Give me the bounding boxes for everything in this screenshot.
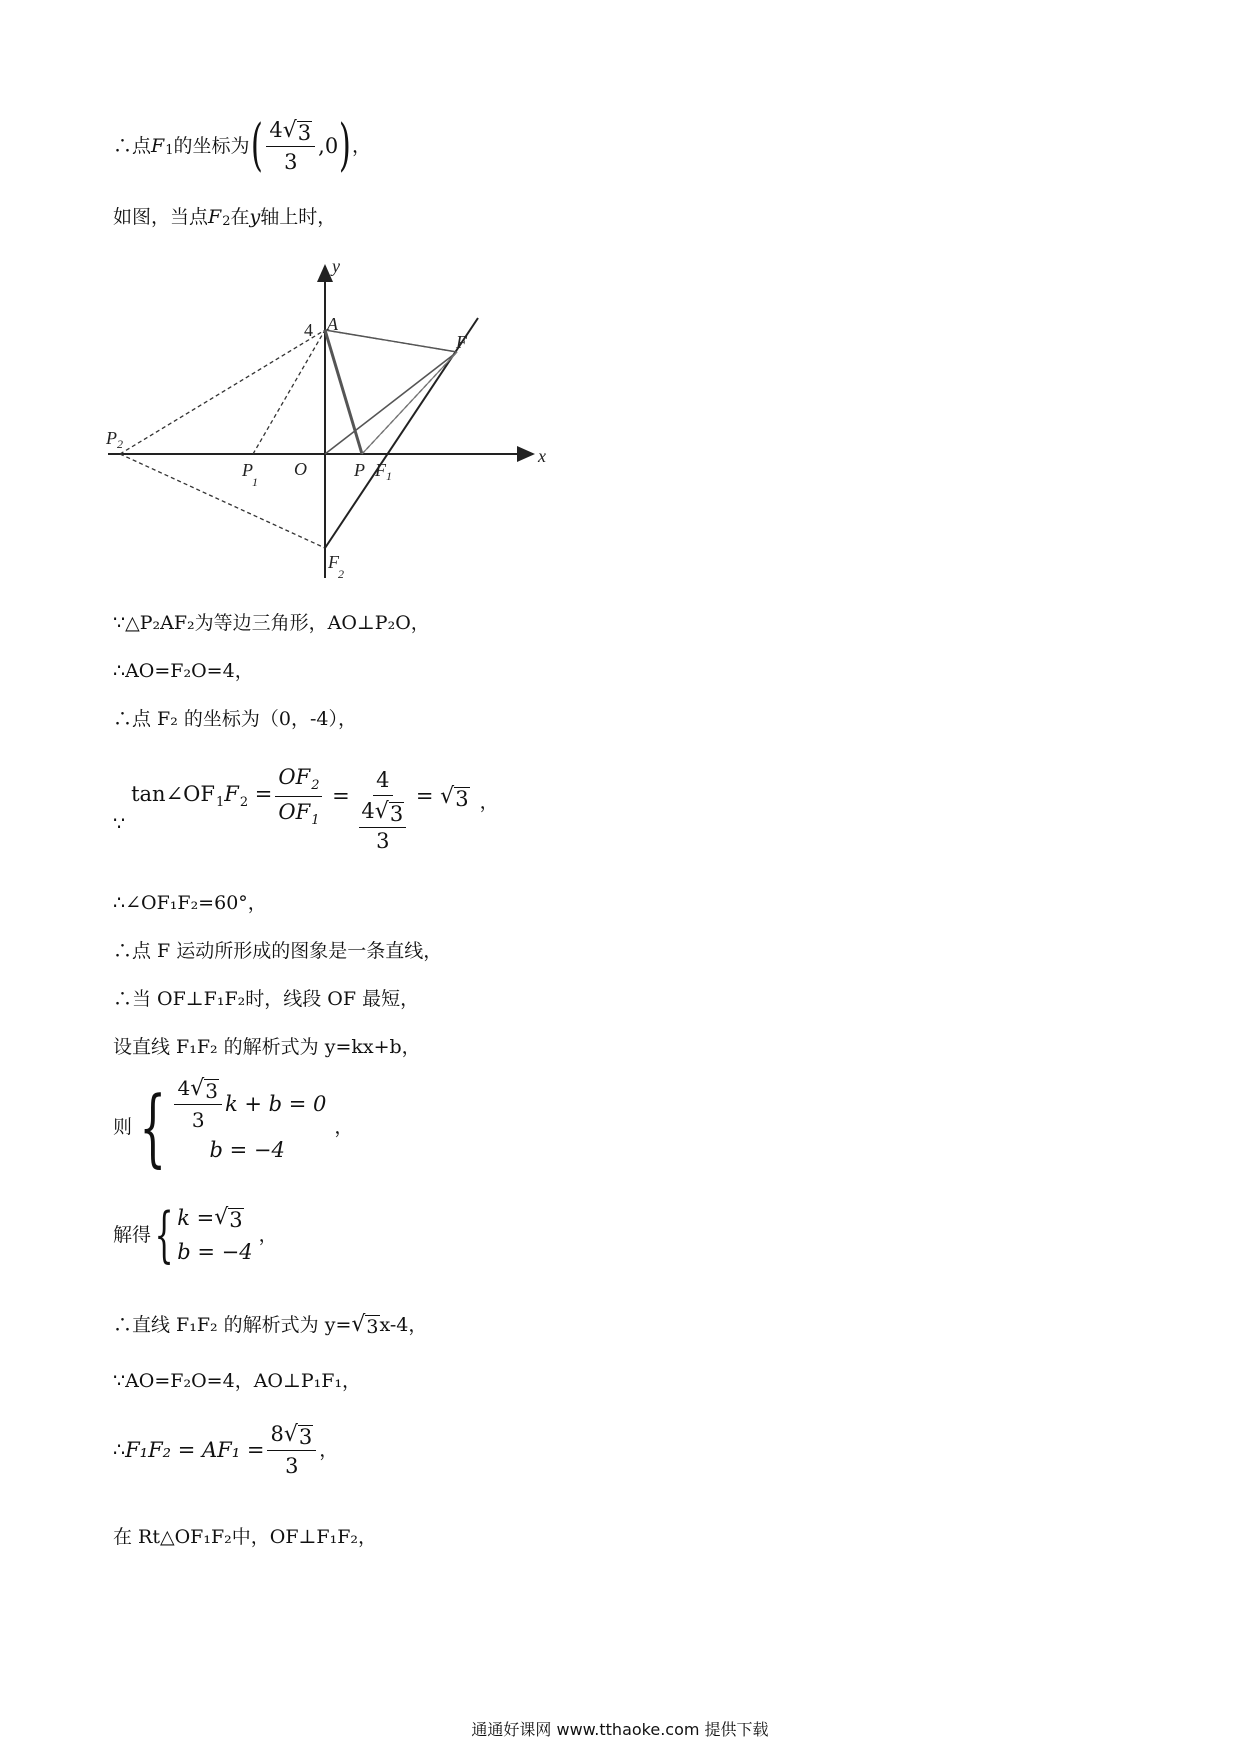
label-A: A bbox=[327, 314, 338, 334]
label-P1: P bbox=[242, 460, 253, 480]
equals-sqrt3: = √ 3 bbox=[409, 783, 469, 811]
equation-F1F2: F₁F₂ = AF₁ = bbox=[125, 1438, 265, 1462]
text-line-7 bbox=[113, 890, 267, 916]
text-line-4 bbox=[113, 658, 254, 684]
fraction-8sqrt3-3: 8 √ 3 3 bbox=[267, 1421, 316, 1479]
text: 在 bbox=[230, 206, 250, 228]
text-line-1 bbox=[113, 113, 372, 178]
fraction bbox=[266, 117, 315, 175]
text: ∴点 bbox=[113, 135, 152, 157]
subscript: 2 bbox=[222, 214, 231, 229]
label-P1-sub: 1 bbox=[252, 475, 258, 489]
text-line-8 bbox=[113, 938, 442, 964]
label-P2: P bbox=[106, 428, 117, 448]
right-paren: ) bbox=[339, 113, 352, 178]
text: ∴点 F₂ 的坐标为（0，-4）， bbox=[113, 708, 357, 730]
text-line-15 bbox=[113, 1420, 338, 1480]
coord-tail: ,0 bbox=[318, 134, 339, 158]
label-F2: F bbox=[328, 552, 339, 572]
label-x-axis: x bbox=[538, 446, 546, 466]
text: x-4， bbox=[379, 1314, 428, 1336]
text: ∴当 OF⊥F₁F₂时，线段 OF 最短， bbox=[113, 988, 420, 1010]
text: 则 bbox=[113, 1116, 133, 1138]
text: 如图，当点 bbox=[113, 206, 209, 228]
text: 设直线 F₁F₂ 的解析式为 y=kx+b， bbox=[113, 1036, 421, 1058]
solution-system: k = √ 3 b = −4 bbox=[177, 1205, 253, 1264]
equals: = bbox=[325, 784, 357, 808]
label-tick-4: 4 bbox=[304, 320, 313, 340]
text: 轴上时， bbox=[260, 206, 337, 228]
dashed-P1-A bbox=[253, 330, 325, 454]
var-F: F bbox=[208, 206, 222, 228]
sqrt-3: √ 3 bbox=[351, 1312, 379, 1338]
text: ∵AO=F₂O=4，AO⊥P₁F₁， bbox=[113, 1370, 362, 1392]
sqrt: √ 3 bbox=[282, 118, 312, 145]
label-O: O bbox=[294, 459, 307, 479]
text-line-11 bbox=[113, 1078, 353, 1176]
label-P: P bbox=[354, 460, 365, 480]
text-line-14 bbox=[113, 1368, 361, 1394]
fraction-4-over: 4 4 √ 3 3 bbox=[359, 767, 406, 854]
page-footer: 通通好课网 www.tthaoke.com 提供下载 bbox=[471, 1720, 769, 1739]
text: ， bbox=[479, 791, 499, 813]
numerator: 4 bbox=[269, 118, 283, 142]
denominator: 3 bbox=[284, 150, 298, 174]
left-paren: ( bbox=[250, 113, 263, 178]
text-line-9 bbox=[113, 986, 419, 1012]
label-F1: F bbox=[375, 460, 386, 480]
text-line-2 bbox=[113, 204, 336, 230]
text: ， bbox=[334, 1116, 354, 1138]
label-F2-sub: 2 bbox=[338, 567, 344, 581]
segment-P-F bbox=[362, 352, 457, 454]
text: ∵△P₂AF₂为等边三角形，AO⊥P₂O， bbox=[113, 612, 430, 634]
text: ， bbox=[352, 135, 372, 157]
text-line-13 bbox=[113, 1312, 427, 1338]
equation-system: 4 √ 3 3 k + b = 0 b = −4 bbox=[171, 1081, 326, 1173]
text: ∴直线 F₁F₂ 的解析式为 y= bbox=[113, 1314, 352, 1336]
label-F1-sub: 1 bbox=[386, 469, 392, 483]
text-line-16 bbox=[113, 1524, 377, 1550]
segment-A-P bbox=[325, 330, 362, 454]
text: ， bbox=[319, 1439, 339, 1461]
tan-expr: $\tan\angle OF_1F_2$ = bbox=[131, 782, 273, 810]
text-line-10 bbox=[113, 1034, 421, 1060]
text: ∴点 F 运动所形成的图象是一条直线， bbox=[113, 940, 443, 962]
label-y-axis: y bbox=[332, 256, 340, 276]
text-line-6 bbox=[113, 762, 499, 858]
dashed-P2-A bbox=[120, 330, 325, 454]
label-P2-sub: 2 bbox=[117, 437, 123, 451]
var-y: y bbox=[249, 206, 261, 228]
text: 在 Rt△OF₁F₂中，OF⊥F₁F₂， bbox=[113, 1526, 377, 1548]
fraction-OF2-OF1: $\frac{OF_2}{OF_1}$ bbox=[275, 764, 322, 829]
text: ∴AO=F₂O=4， bbox=[113, 660, 254, 682]
segment-O-F bbox=[325, 352, 457, 454]
text: ， bbox=[258, 1224, 278, 1246]
text-line-12 bbox=[113, 1200, 278, 1270]
text-line-5 bbox=[113, 706, 357, 732]
text: 解得 bbox=[113, 1224, 152, 1246]
left-brace: { bbox=[139, 1078, 167, 1176]
geometry-figure bbox=[108, 248, 568, 588]
var-F: F bbox=[151, 135, 165, 157]
text: 的坐标为 bbox=[173, 135, 250, 157]
subscript: 1 bbox=[165, 143, 174, 158]
label-F: F bbox=[456, 332, 467, 352]
text: ∴∠OF₁F₂=60°， bbox=[113, 892, 267, 914]
text-line-3 bbox=[113, 610, 430, 636]
segment-A-F bbox=[325, 330, 457, 352]
left-brace: { bbox=[154, 1200, 174, 1270]
because-symbol: ∵ bbox=[113, 813, 126, 835]
text: ∴ bbox=[113, 1439, 126, 1461]
